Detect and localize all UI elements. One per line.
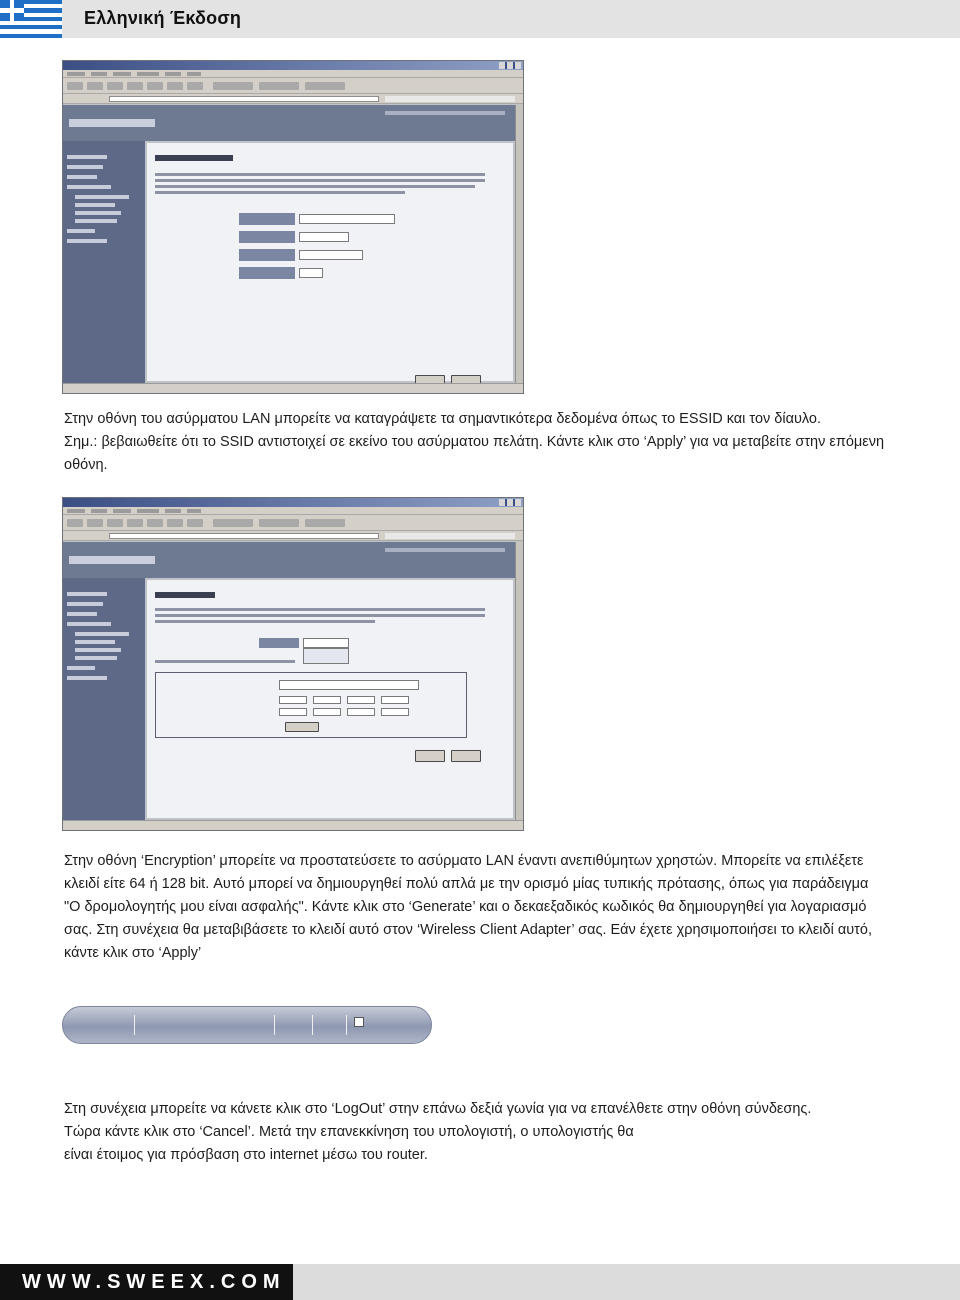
paragraph-line: Στη συνέχεια μπορείτε να κάνετε κλικ στο ‘LogOut’ στην επάνω δεξιά γωνία για να επανέλθετε στην οθόνη σύνδεσης. (64, 1101, 812, 1117)
footer-url: WWW.SWEEX.COM (22, 1271, 286, 1293)
paragraph-line: οθόνη. (64, 457, 108, 473)
paragraph-line: κλειδί είτε 64 ή 128 bit. Αυτό μπορεί να δημιουργηθεί πολύ απλά με την ορισμό μίας τυπικής πρότασης, όπως για παράδειγμα (64, 876, 869, 892)
paragraph-line: Σημ.: βεβαιωθείτε ότι το SSID αντιστοιχεί σε εκείνο του ασύρματου πελάτη. Κάντε κλικ στο ‘Apply’ για να μεταβείτε στην επόμενη (64, 434, 885, 450)
footer-url-bar (0, 1264, 293, 1300)
encryption-description (64, 850, 884, 965)
footer-bar (293, 1264, 960, 1300)
paragraph-line: Στην οθόνη ‘Encryption’ μπορείτε να προστατεύσετε το ασύρματο LAN έναντι ανεπιθύμητων χρηστών. Μπορείτε να επιλέξετε (64, 853, 864, 869)
paragraph-line: Τώρα κάντε κλικ στο ‘Cancel’. Μετά την επανεκκίνηση του υπολογιστή, ο υπολογιστής θα (64, 1124, 634, 1140)
page-header (0, 0, 960, 38)
checkbox-icon (354, 1017, 364, 1027)
paragraph-line: σας. Στη συνέχεια θα μεταβιβάσετε το κλειδί αυτό στον ‘Wireless Client Adapter’ σας. Εάν έχετε χρησιμοποιήσει το κλειδί αυτό, (64, 922, 872, 938)
paragraph-line: κάντε κλικ στο ‘Apply’ (64, 945, 202, 961)
logout-description (64, 1098, 884, 1167)
wireless-lan-description (64, 408, 904, 477)
screenshot-encryption-settings (62, 497, 524, 831)
router-nav-strip-image (62, 1000, 432, 1050)
greek-flag-icon (0, 0, 62, 38)
screenshot-wireless-settings (62, 60, 524, 394)
page-title: Ελληνική Έκδοση (84, 8, 242, 28)
paragraph-line: "O δρομολογητής μου είναι ασφαλής". Κάντε κλικ στο ‘Generate’ και ο δεκαεξαδικός κωδικός θα δημιουργηθεί για λογαριασμό (64, 899, 867, 915)
paragraph-line: Στην οθόνη του ασύρματου LAN μπορείτε να καταγράψετε τα σημαντικότερα δεδομένα όπως το ESSID και τον δίαυλο. (64, 411, 822, 427)
paragraph-line: είναι έτοιμος για πρόσβαση στο internet μέσω του router. (64, 1147, 428, 1163)
